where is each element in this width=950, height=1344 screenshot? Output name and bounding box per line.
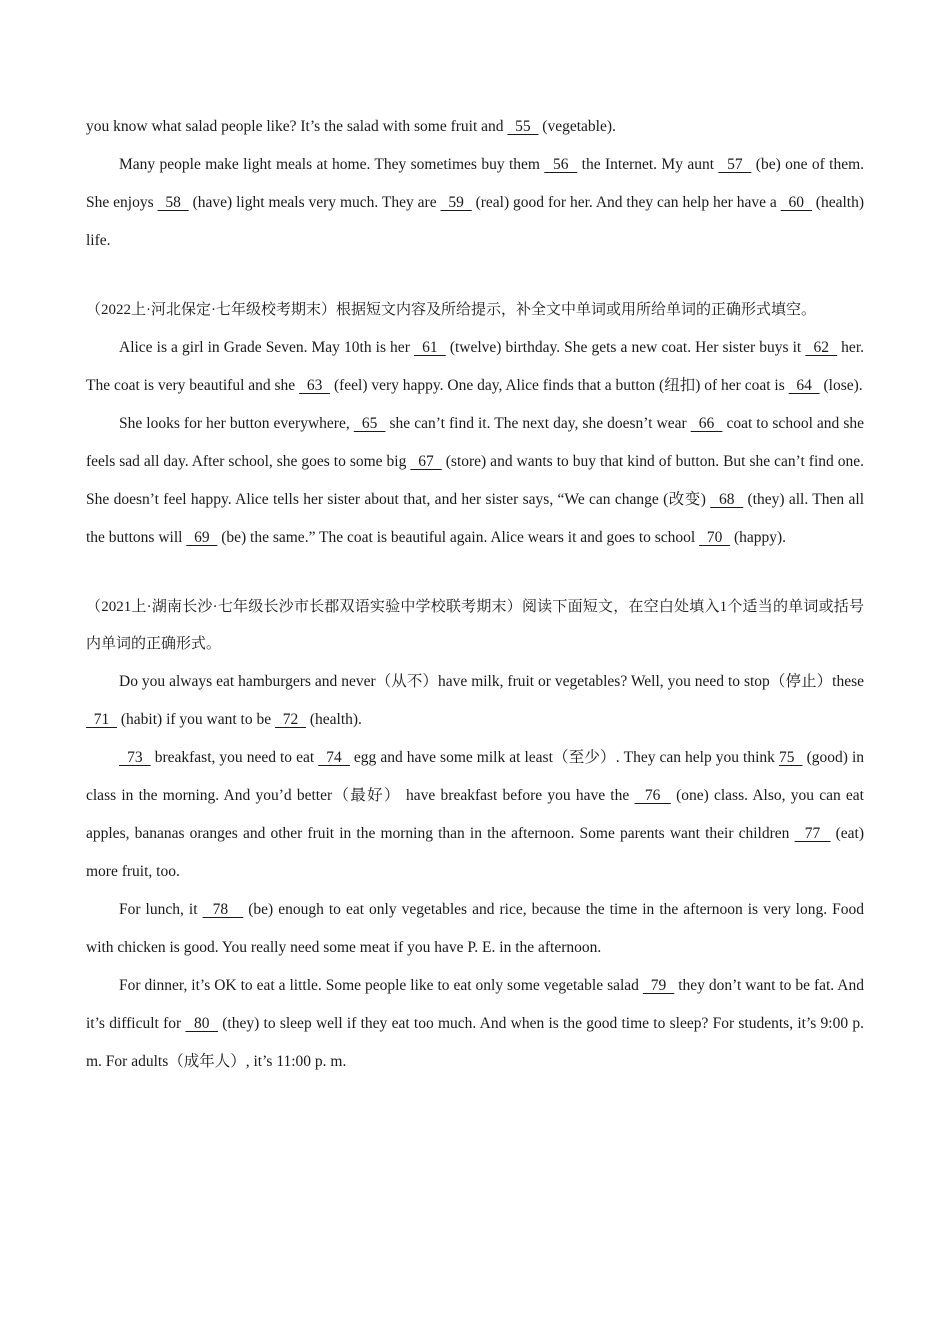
text-run: egg and have some milk at least（至少）. They can help you think [349, 749, 779, 766]
text-run: (lose). [819, 377, 863, 394]
text-run: (feel) very happy. One day, Alice finds that a button (纽扣) of her coat is [330, 377, 789, 394]
text-run: (they) all. Then all the buttons will [86, 491, 864, 546]
paragraph [86, 405, 864, 557]
text-run: (vegetable). [538, 118, 616, 135]
section-spacer [86, 260, 864, 292]
text-run: breakfast, you need to eat [150, 749, 319, 766]
answer-blank[interactable]: 69 [186, 529, 218, 546]
text-run: (one) class. Also, you can eat apples, bananas oranges and other fruit in the morning than in the afternoon. Some parents want their children [86, 787, 864, 842]
paragraph [86, 108, 864, 146]
paragraph [86, 967, 864, 1081]
paragraph [86, 663, 864, 739]
answer-blank[interactable]: 61 [413, 339, 446, 356]
text-run: (twelve) birthday. She gets a new coat. Her sister buys it [445, 339, 806, 356]
answer-blank[interactable]: 57 [718, 156, 752, 173]
text-run: (be) one of them. She enjoys [86, 156, 865, 211]
answer-blank[interactable]: 76 [634, 787, 671, 804]
text-run: Alice is a girl in Grade Seven. May 10th is her [119, 339, 414, 356]
answer-blank[interactable]: 60 [780, 194, 812, 211]
answer-blank[interactable]: 72 [274, 711, 306, 728]
exercise-source-heading: （2022上·河北保定·七年级校考期末）根据短文内容及所给提示，补全文中单词或用所给单词的正确形式填空。 [86, 302, 816, 318]
answer-blank[interactable]: 66 [690, 415, 723, 432]
answer-blank[interactable]: 74 [318, 749, 350, 766]
text-run: Many people make light meals at home. They sometimes buy them [119, 156, 545, 173]
answer-blank[interactable]: 58 [157, 194, 189, 211]
text-run: (good) in class in the morning. And you’d better（最好） have breakfast before you have the [86, 749, 865, 804]
section-spacer [86, 557, 864, 589]
text-run: (habit) if you want to be [117, 711, 275, 728]
answer-blank[interactable]: 78 [202, 901, 244, 918]
text-run: (happy). [730, 529, 787, 546]
text-run: (store) and wants to buy that kind of button. But she can’t find one. She doesn’t feel happy. Alice tells her sister about that, and her sister says, “We can change (改变) [86, 453, 864, 508]
answer-blank[interactable]: 62 [805, 339, 838, 356]
text-run: For lunch, it [119, 901, 203, 918]
paragraph [86, 739, 864, 891]
text-run: (be) enough to eat only vegetables and rice, because the time in the afternoon is very long. Food with chicken is good. You really need some meat if you have P. E. in the afternoon. [86, 901, 864, 956]
answer-blank[interactable]: 71 [86, 711, 117, 728]
exercise-source-heading: （2021上·湖南长沙·七年级长沙市长郡双语实验中学校联考期末）阅读下面短文，在空白处填入1个适当的单词或括号内单词的正确形式。 [86, 599, 864, 652]
text-run: (they) to sleep well if they eat too much. And when is the good time to sleep? For students, it’s 9:00 p. m. For adults（成年人）, it’s 11:00 p. m. [86, 1015, 864, 1070]
answer-blank[interactable]: 59 [440, 194, 472, 211]
text-run: they don’t want to be fat. And it’s difficult for [86, 977, 864, 1032]
document-body [86, 108, 864, 1081]
text-run: the Internet. My aunt [577, 156, 719, 173]
text-run: (eat) more fruit, too. [86, 825, 865, 880]
answer-blank[interactable]: 65 [353, 415, 386, 432]
answer-blank[interactable]: 70 [699, 529, 731, 546]
answer-blank[interactable]: 55 [507, 118, 539, 135]
answer-blank[interactable]: 63 [299, 377, 331, 394]
answer-blank[interactable]: 80 [185, 1015, 218, 1032]
text-run: (have) light meals very much. They are [188, 194, 441, 211]
text-run: For dinner, it’s OK to eat a little. Some people like to eat only some vegetable salad [119, 977, 643, 994]
answer-blank[interactable]: 68 [710, 491, 744, 508]
text-run: (real) good for her. And they can help her have a [471, 194, 781, 211]
paragraph [86, 146, 864, 260]
text-run: (health). [305, 711, 362, 728]
answer-blank[interactable]: 79 [642, 977, 675, 994]
text-run: Do you always eat hamburgers and never（从不）have milk, fruit or vegetables? Well, you need to stop（停止）these [119, 673, 864, 690]
text-run: (health) life. [86, 194, 864, 249]
answer-blank[interactable]: 77 [794, 825, 831, 842]
answer-blank[interactable]: 73 [119, 749, 151, 766]
text-run: she can’t find it. The next day, she doesn’t wear [385, 415, 691, 432]
answer-blank[interactable]: 67 [410, 453, 442, 470]
paragraph [86, 329, 864, 405]
text-run: you know what salad people like? It’s the salad with some fruit and [86, 118, 508, 135]
answer-blank[interactable]: 64 [788, 377, 820, 394]
text-run: (be) the same.” The coat is beautiful again. Alice wears it and goes to school [217, 529, 700, 546]
text-run: She looks for her button everywhere, [119, 415, 354, 432]
text-run: coat to school and she feels sad all day. After school, she goes to some big [86, 415, 865, 470]
text-run: her. The coat is very beautiful and she [86, 339, 864, 394]
paragraph [86, 891, 864, 967]
answer-blank[interactable]: 75 [778, 749, 803, 766]
answer-blank[interactable]: 56 [544, 156, 578, 173]
